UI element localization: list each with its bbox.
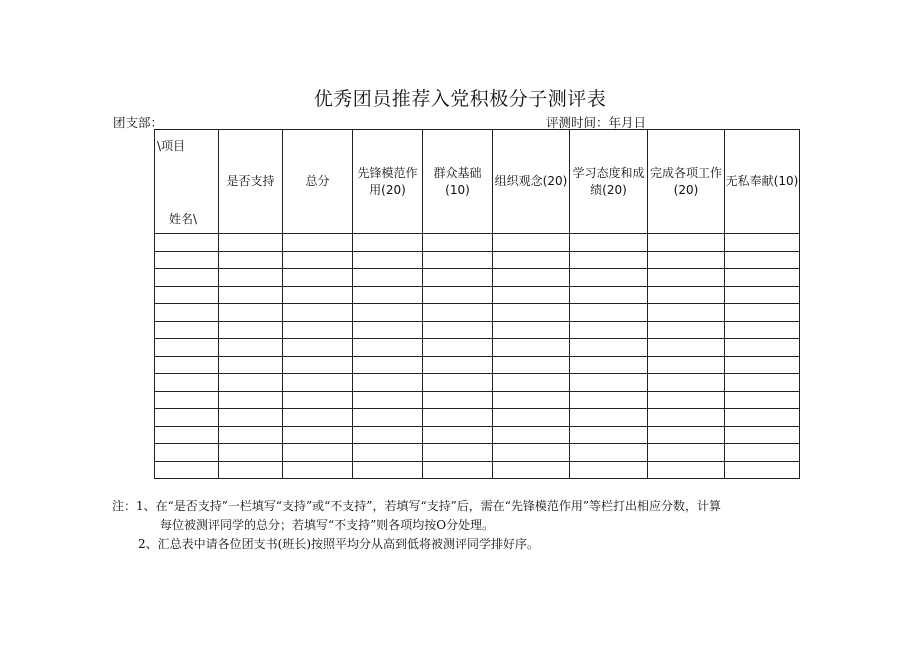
table-cell[interactable] <box>493 304 570 322</box>
table-cell[interactable] <box>283 321 353 339</box>
table-cell[interactable] <box>353 321 423 339</box>
table-cell[interactable] <box>570 426 648 444</box>
table-cell[interactable] <box>648 251 725 269</box>
table-cell[interactable] <box>648 409 725 427</box>
note-line-1: 注：1、在“是否支持”一栏填写“支持”或“不支持”，若填写“支持”后，需在“先锋模范作用”等栏打出相应分数，计算 <box>112 499 721 513</box>
header-organization: 组织观念(20) <box>493 130 570 234</box>
table-cell[interactable] <box>283 304 353 322</box>
table-cell[interactable] <box>353 374 423 392</box>
table-cell[interactable] <box>725 409 800 427</box>
table-cell[interactable] <box>283 374 353 392</box>
table-cell[interactable] <box>493 269 570 287</box>
table-cell[interactable] <box>570 356 648 374</box>
table-cell[interactable] <box>283 391 353 409</box>
note-line-2: 每位被测评同学的总分；若填写“不支持”则各项均按O分处理。 <box>160 518 495 532</box>
table-cell[interactable] <box>725 269 800 287</box>
table-cell[interactable] <box>648 391 725 409</box>
table-cell[interactable] <box>423 409 493 427</box>
table-row <box>155 426 800 444</box>
table-cell[interactable] <box>219 304 283 322</box>
table-cell[interactable] <box>725 461 800 479</box>
table-row <box>155 461 800 479</box>
table-cell[interactable] <box>353 409 423 427</box>
table-cell[interactable] <box>423 444 493 462</box>
table-cell[interactable] <box>493 251 570 269</box>
table-cell[interactable] <box>570 461 648 479</box>
table-cell[interactable] <box>155 444 219 462</box>
table-cell[interactable] <box>570 304 648 322</box>
table-cell[interactable] <box>570 251 648 269</box>
table-cell[interactable] <box>353 234 423 252</box>
table-cell[interactable] <box>155 409 219 427</box>
name-corner-label: 姓名\ <box>169 212 198 226</box>
table-cell[interactable] <box>570 339 648 357</box>
table-cell[interactable] <box>648 321 725 339</box>
table-cell[interactable] <box>493 321 570 339</box>
eval-time-label: 评测时间：年月日 <box>546 115 647 130</box>
table-cell[interactable] <box>283 234 353 252</box>
table-row <box>155 251 800 269</box>
table-cell[interactable] <box>423 234 493 252</box>
table-cell[interactable] <box>353 444 423 462</box>
table-row <box>155 374 800 392</box>
table-cell[interactable] <box>725 374 800 392</box>
table-cell[interactable] <box>423 321 493 339</box>
table-cell[interactable] <box>570 444 648 462</box>
page-title: 优秀团员推荐入党积极分子测评表 <box>313 88 607 110</box>
table-cell[interactable] <box>353 251 423 269</box>
table-cell[interactable] <box>493 286 570 304</box>
table-cell[interactable] <box>423 426 493 444</box>
corner-header-cell <box>155 130 219 234</box>
table-cell[interactable] <box>493 461 570 479</box>
table-cell[interactable] <box>283 426 353 444</box>
table-cell[interactable] <box>725 234 800 252</box>
note-line-3: 2、汇总表中请各位团支书(班长)按照平均分从高到低将被测评同学排好序。 <box>138 537 540 551</box>
table-cell[interactable] <box>353 356 423 374</box>
table-cell[interactable] <box>219 426 283 444</box>
table-cell[interactable] <box>423 339 493 357</box>
item-corner-label: \项目 <box>157 139 186 153</box>
table-cell[interactable] <box>648 234 725 252</box>
table-cell[interactable] <box>155 391 219 409</box>
table-cell[interactable] <box>155 234 219 252</box>
table-cell[interactable] <box>648 269 725 287</box>
table-cell[interactable] <box>155 339 219 357</box>
table-row <box>155 339 800 357</box>
table-cell[interactable] <box>219 286 283 304</box>
table-cell[interactable] <box>648 461 725 479</box>
table-cell[interactable] <box>155 356 219 374</box>
table-cell[interactable] <box>155 461 219 479</box>
table-cell[interactable] <box>493 444 570 462</box>
table-cell[interactable] <box>493 426 570 444</box>
table-row <box>155 356 800 374</box>
table-cell[interactable] <box>570 269 648 287</box>
table-cell[interactable] <box>493 339 570 357</box>
table-cell[interactable] <box>725 321 800 339</box>
table-cell[interactable] <box>493 409 570 427</box>
table-cell[interactable] <box>423 374 493 392</box>
table-cell[interactable] <box>648 286 725 304</box>
table-cell[interactable] <box>283 339 353 357</box>
table-row <box>155 409 800 427</box>
table-cell[interactable] <box>353 461 423 479</box>
table-cell[interactable] <box>423 461 493 479</box>
table-cell[interactable] <box>493 356 570 374</box>
table-cell[interactable] <box>648 444 725 462</box>
header-mass-base: 群众基础(10) <box>423 130 493 234</box>
header-dedication: 无私奉献(10) <box>725 130 800 234</box>
table-cell[interactable] <box>353 286 423 304</box>
table-cell[interactable] <box>155 304 219 322</box>
table-cell[interactable] <box>493 374 570 392</box>
table-cell[interactable] <box>353 269 423 287</box>
table-cell[interactable] <box>353 304 423 322</box>
table-cell[interactable] <box>219 234 283 252</box>
table-row <box>155 304 800 322</box>
table-cell[interactable] <box>219 269 283 287</box>
table-row <box>155 234 800 252</box>
table-cell[interactable] <box>570 391 648 409</box>
table-cell[interactable] <box>283 461 353 479</box>
table-cell[interactable] <box>423 269 493 287</box>
branch-label: 团支部： <box>113 115 164 130</box>
table-row <box>155 269 800 287</box>
table-cell[interactable] <box>219 356 283 374</box>
table-cell[interactable] <box>423 356 493 374</box>
header-tasks: 完成各项工作(20) <box>648 130 725 234</box>
table-cell[interactable] <box>570 234 648 252</box>
header-study: 学习态度和成绩(20) <box>570 130 648 234</box>
table-cell[interactable] <box>219 321 283 339</box>
table-cell[interactable] <box>570 409 648 427</box>
table-cell[interactable] <box>155 269 219 287</box>
table-cell[interactable] <box>219 461 283 479</box>
header-vanguard: 先锋模范作用(20) <box>353 130 423 234</box>
table-cell[interactable] <box>725 304 800 322</box>
table-cell[interactable] <box>283 409 353 427</box>
table-cell[interactable] <box>725 444 800 462</box>
table-cell[interactable] <box>219 409 283 427</box>
table-cell[interactable] <box>570 374 648 392</box>
table-row <box>155 286 800 304</box>
table-cell[interactable] <box>219 374 283 392</box>
table-cell[interactable] <box>155 426 219 444</box>
table-cell[interactable] <box>155 251 219 269</box>
table-row <box>155 391 800 409</box>
table-cell[interactable] <box>648 356 725 374</box>
header-row <box>155 130 800 234</box>
header-support: 是否支持 <box>219 130 283 234</box>
table-cell[interactable] <box>155 374 219 392</box>
table-cell[interactable] <box>570 321 648 339</box>
table-cell[interactable] <box>283 356 353 374</box>
table-cell[interactable] <box>570 286 648 304</box>
table-cell[interactable] <box>648 374 725 392</box>
table-cell[interactable] <box>353 339 423 357</box>
table-cell[interactable] <box>725 356 800 374</box>
table-cell[interactable] <box>283 251 353 269</box>
table-cell[interactable] <box>155 286 219 304</box>
table-cell[interactable] <box>725 286 800 304</box>
table-cell[interactable] <box>283 444 353 462</box>
table-cell[interactable] <box>353 391 423 409</box>
table-cell[interactable] <box>725 391 800 409</box>
table-cell[interactable] <box>155 321 219 339</box>
table-cell[interactable] <box>648 339 725 357</box>
table-cell[interactable] <box>283 286 353 304</box>
table-cell[interactable] <box>423 251 493 269</box>
table-cell[interactable] <box>219 251 283 269</box>
evaluation-table <box>154 129 800 479</box>
table-cell[interactable] <box>725 251 800 269</box>
table-cell[interactable] <box>648 304 725 322</box>
table-cell[interactable] <box>648 426 725 444</box>
table-cell[interactable] <box>219 391 283 409</box>
table-cell[interactable] <box>493 391 570 409</box>
table-cell[interactable] <box>423 391 493 409</box>
table-cell[interactable] <box>353 426 423 444</box>
table-row <box>155 444 800 462</box>
table-cell[interactable] <box>725 426 800 444</box>
header-total: 总分 <box>283 130 353 234</box>
table-cell[interactable] <box>423 286 493 304</box>
table-cell[interactable] <box>725 339 800 357</box>
table-cell[interactable] <box>219 339 283 357</box>
table-cell[interactable] <box>219 444 283 462</box>
table-cell[interactable] <box>423 304 493 322</box>
table-cell[interactable] <box>493 234 570 252</box>
table-cell[interactable] <box>283 269 353 287</box>
table-row <box>155 321 800 339</box>
